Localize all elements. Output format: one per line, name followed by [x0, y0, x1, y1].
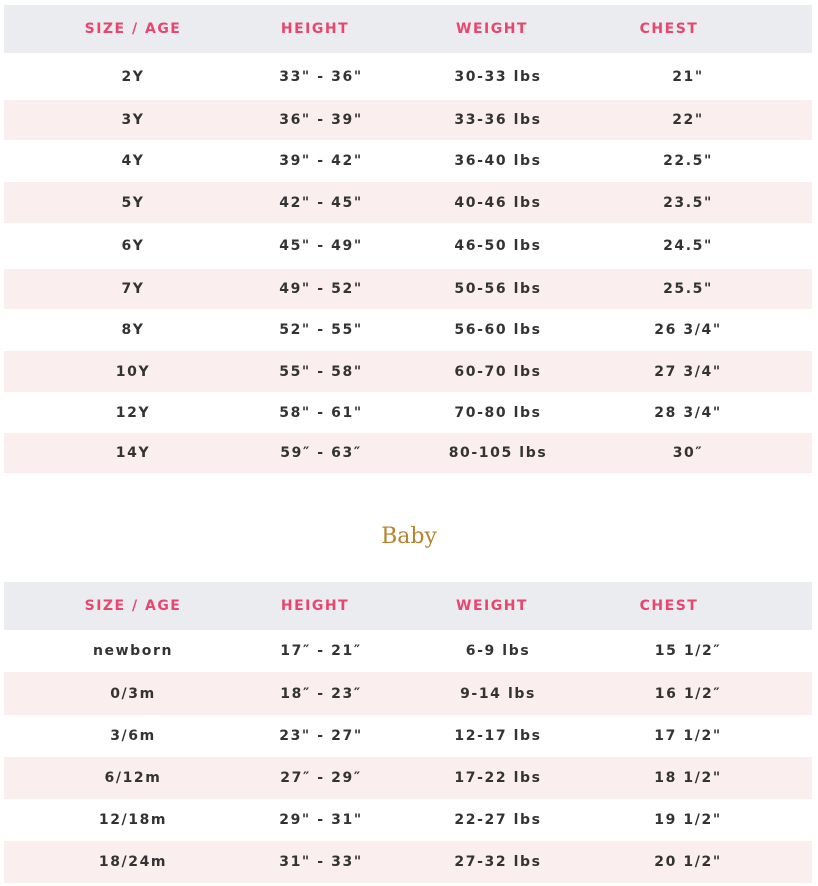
kids-table-body — [4, 53, 812, 473]
cell-weight: 40-46 lbs — [454, 194, 542, 211]
cell-weight: 56-60 lbs — [454, 322, 542, 338]
cell-chest: 25.5" — [663, 281, 713, 297]
cell-size-age: 12/18m — [98, 812, 168, 828]
table-row — [4, 182, 812, 223]
cell-height: 52" - 55" — [279, 322, 363, 338]
kids-size-table — [4, 5, 812, 473]
header-weight: WEIGHT — [456, 21, 528, 37]
cell-size-age: 14Y — [115, 445, 151, 461]
header-height: HEIGHT — [280, 598, 350, 614]
cell-size-age: 0/3m — [110, 685, 156, 702]
cell-chest: 21" — [672, 68, 704, 85]
cell-height: 33" - 36" — [279, 68, 363, 85]
cell-chest: 30″ — [672, 445, 704, 461]
cell-height: 29" - 31" — [279, 812, 363, 828]
cell-height: 31" - 33" — [279, 854, 363, 870]
cell-height: 27″ - 29″ — [280, 770, 362, 786]
table-row — [4, 100, 812, 140]
cell-weight: 9-14 lbs — [460, 685, 536, 702]
cell-size-age: 7Y — [121, 281, 145, 297]
cell-weight: 27-32 lbs — [454, 854, 542, 870]
cell-height: 45" - 49" — [279, 238, 363, 254]
header-height: HEIGHT — [280, 21, 350, 37]
cell-chest: 26 3/4" — [654, 322, 722, 338]
cell-chest: 16 1/2″ — [654, 685, 722, 702]
section-title-baby: Baby — [381, 524, 437, 549]
cell-height: 59″ - 63″ — [280, 445, 362, 461]
cell-weight: 80-105 lbs — [448, 445, 548, 461]
cell-size-age: 10Y — [115, 363, 151, 380]
cell-weight: 33-36 lbs — [454, 112, 542, 128]
table-row — [4, 392, 812, 433]
header-chest: CHEST — [639, 21, 699, 37]
table-row — [4, 269, 812, 309]
kids-table-header — [4, 5, 812, 53]
table-row — [4, 433, 812, 473]
cell-chest: 23.5" — [663, 194, 713, 211]
cell-weight: 46-50 lbs — [454, 238, 542, 254]
cell-chest: 20 1/2" — [654, 854, 722, 870]
cell-weight: 30-33 lbs — [454, 68, 542, 85]
cell-chest: 22" — [672, 112, 704, 128]
cell-chest: 22.5" — [663, 153, 713, 169]
cell-size-age: 2Y — [121, 68, 145, 85]
cell-height: 55" - 58" — [279, 363, 363, 380]
cell-size-age: 18/24m — [98, 854, 168, 870]
cell-height: 17″ - 21″ — [280, 643, 362, 659]
cell-chest: 15 1/2″ — [654, 643, 722, 659]
cell-chest: 18 1/2" — [654, 770, 722, 786]
cell-size-age: 8Y — [121, 322, 145, 338]
cell-weight: 6-9 lbs — [465, 643, 531, 659]
table-row — [4, 799, 812, 841]
table-row — [4, 757, 812, 799]
cell-size-age: 3Y — [121, 112, 145, 128]
cell-size-age: 4Y — [121, 153, 145, 169]
baby-size-table — [4, 582, 812, 883]
cell-size-age: 6/12m — [104, 770, 162, 786]
header-weight: WEIGHT — [456, 598, 528, 614]
cell-height: 23" - 27" — [279, 728, 363, 744]
cell-chest: 28 3/4" — [654, 404, 722, 421]
cell-chest: 24.5" — [663, 238, 713, 254]
baby-table-header — [4, 582, 812, 630]
cell-chest: 17 1/2" — [654, 728, 722, 744]
header-chest: CHEST — [639, 598, 699, 614]
table-row — [4, 140, 812, 182]
table-row — [4, 715, 812, 757]
cell-height: 36" - 39" — [279, 112, 363, 128]
cell-height: 42" - 45" — [279, 194, 363, 211]
cell-weight: 70-80 lbs — [454, 404, 542, 421]
cell-size-age: 3/6m — [110, 728, 156, 744]
cell-size-age: 12Y — [115, 404, 151, 421]
cell-chest: 19 1/2" — [654, 812, 722, 828]
cell-weight: 36-40 lbs — [454, 153, 542, 169]
cell-weight: 12-17 lbs — [454, 728, 542, 744]
header-size-age: SIZE / AGE — [84, 21, 182, 37]
cell-height: 39" - 42" — [279, 153, 363, 169]
table-row — [4, 223, 812, 269]
cell-weight: 22-27 lbs — [454, 812, 542, 828]
cell-chest: 27 3/4" — [654, 363, 722, 380]
table-row — [4, 672, 812, 715]
cell-size-age: newborn — [92, 643, 174, 659]
cell-height: 49" - 52" — [279, 281, 363, 297]
table-row — [4, 309, 812, 351]
cell-height: 18″ - 23″ — [280, 685, 362, 702]
table-row — [4, 630, 812, 672]
table-row — [4, 53, 812, 100]
header-size-age: SIZE / AGE — [84, 598, 182, 614]
table-row — [4, 351, 812, 392]
cell-size-age: 5Y — [121, 194, 145, 211]
cell-height: 58" - 61" — [279, 404, 363, 421]
baby-table-body — [4, 630, 812, 883]
table-row — [4, 841, 812, 883]
cell-weight: 50-56 lbs — [454, 281, 542, 297]
cell-size-age: 6Y — [121, 238, 145, 254]
cell-weight: 17-22 lbs — [454, 770, 542, 786]
cell-weight: 60-70 lbs — [454, 363, 542, 380]
